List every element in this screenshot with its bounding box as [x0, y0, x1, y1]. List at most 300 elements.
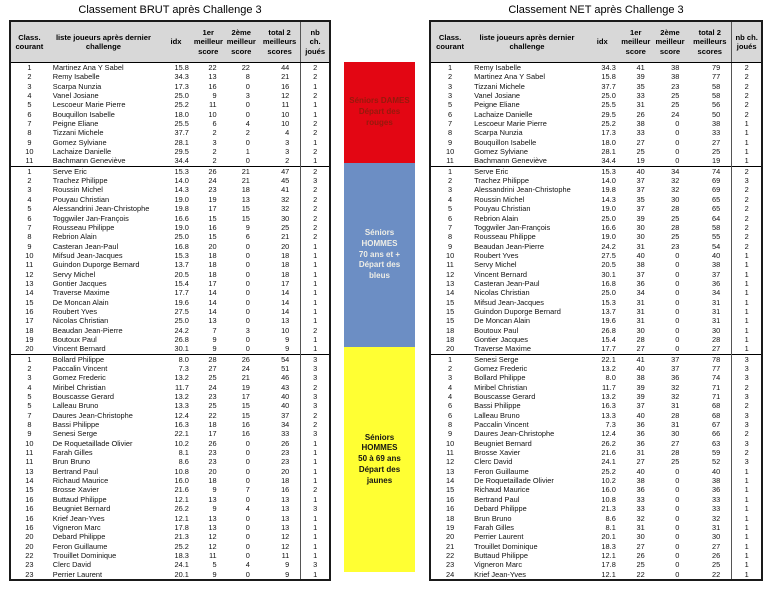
idx-cell: 19.0	[174, 194, 189, 204]
best2-score-cell: 32	[671, 382, 680, 392]
best1-score-cell: 38	[636, 476, 645, 486]
best2-score-cell: 1	[245, 147, 250, 157]
rank-cell: 8	[27, 420, 32, 430]
best1-score-cell: 39	[636, 72, 645, 82]
nb-played-cell: 2	[732, 72, 762, 81]
nb-played-cell: 1	[301, 156, 330, 166]
nb-played-cell: 2	[301, 326, 330, 335]
nb-played-cell: 1	[732, 335, 762, 344]
idx-cell: 25.2	[601, 466, 616, 476]
best1-score-cell: 31	[636, 316, 645, 326]
idx-cell: 18.0	[601, 137, 616, 147]
best2-score-cell: 0	[245, 137, 250, 147]
idx-cell: 25.0	[601, 91, 616, 101]
player-name-cell: Paccalin Vincent	[474, 420, 529, 430]
best2-score-cell: 0	[245, 156, 250, 166]
nb-played-cell: 1	[301, 467, 330, 476]
rank-cell: 16	[445, 494, 455, 504]
total-cell: 11	[281, 550, 290, 560]
best2-score-cell: 0	[245, 541, 250, 551]
nb-played-cell: 2	[732, 214, 762, 223]
player-name-cell: Bouquillon Isabelle	[52, 109, 115, 119]
best1-score-cell: 33	[636, 91, 645, 101]
nb-played-cell: 1	[301, 514, 330, 523]
player-name-cell: Paccalin Vincent	[52, 364, 108, 373]
rank-cell: 14	[25, 476, 34, 486]
player-name-cell: Lachaize Danielle	[474, 109, 533, 119]
best2-score-cell: 25	[671, 457, 680, 467]
ranking-section	[430, 354, 762, 580]
best2-score-cell: 0	[675, 569, 680, 579]
nb-played-cell: 3	[301, 392, 330, 401]
table-row	[10, 223, 330, 232]
table-row	[10, 439, 330, 448]
total-cell: 9	[285, 569, 290, 579]
rank-cell: 15	[445, 297, 455, 307]
total-cell: 25	[712, 147, 721, 157]
player-name-cell: Serve Eric	[474, 166, 509, 176]
idx-cell: 10.2	[174, 438, 189, 448]
best1-score-cell: 23	[208, 185, 217, 195]
idx-cell: 12.1	[174, 513, 189, 523]
player-name-cell: Roubert Yves	[52, 306, 98, 316]
total-cell: 65	[712, 194, 721, 204]
player-name-cell: Rousseau Philippe	[52, 222, 115, 232]
table-row	[10, 344, 330, 354]
nb-played-cell: 2	[732, 100, 762, 109]
nb-played-cell: 1	[732, 128, 762, 137]
best2-score-cell: 0	[245, 306, 250, 316]
total-cell: 38	[712, 476, 721, 486]
nb-played-cell: 2	[732, 401, 762, 410]
best1-score-cell: 28	[208, 354, 217, 364]
nb-played-cell: 1	[732, 476, 762, 485]
total-cell: 14	[281, 297, 290, 307]
total-cell: 30	[281, 213, 290, 223]
best2-score-cell: 31	[671, 401, 680, 411]
idx-cell: 21.3	[601, 504, 616, 514]
player-name-cell: Trachez Philippe	[474, 176, 529, 186]
nb-played-cell: 2	[301, 72, 330, 81]
total-cell: 34	[281, 420, 290, 430]
player-name-cell: Gontier Jacques	[474, 334, 528, 344]
table-row	[10, 298, 330, 307]
table-row	[430, 495, 762, 504]
rank-cell: 20	[25, 541, 34, 551]
idx-cell: 19.8	[601, 185, 616, 195]
rank-cell: 18	[25, 325, 34, 335]
best1-score-cell: 15	[208, 232, 217, 242]
best1-score-cell: 20	[208, 241, 217, 251]
best2-score-cell: 21	[241, 373, 250, 383]
nb-played-cell: 1	[301, 316, 330, 325]
idx-cell: 20.5	[601, 260, 616, 270]
header-row	[10, 21, 330, 63]
nb-played-cell: 1	[732, 542, 762, 551]
total-cell: 40	[281, 392, 290, 402]
idx-cell: 15.8	[174, 63, 189, 72]
best2-score-cell: 0	[675, 316, 680, 326]
best2-score-cell: 0	[245, 448, 250, 458]
player-name-cell: Mifsud Jean-Jacques	[52, 250, 123, 260]
idx-cell: 8.6	[605, 513, 616, 523]
rank-cell: 2	[448, 72, 453, 82]
best2-score-cell: 3	[245, 325, 250, 335]
best1-score-cell: 35	[636, 194, 645, 204]
table-row	[430, 223, 762, 232]
best1-score-cell: 7	[212, 325, 217, 335]
best2-score-cell: 22	[241, 63, 250, 72]
rank-cell: 9	[27, 137, 32, 147]
table-row	[430, 251, 762, 260]
nb-played-cell: 2	[732, 110, 762, 119]
rank-cell: 4	[27, 382, 32, 392]
nb-played-cell: 2	[732, 232, 762, 241]
player-name-cell: Vincent Bernard	[474, 269, 528, 279]
best1-score-cell: 22	[208, 410, 217, 420]
rank-cell: 3	[448, 81, 453, 91]
rank-cell: 8	[27, 232, 32, 242]
table-row	[430, 100, 762, 109]
table-row	[430, 195, 762, 204]
idx-cell: 7.3	[178, 364, 189, 373]
player-name-cell: Lescoeur Marie Pierre	[52, 100, 126, 110]
best1-score-cell: 31	[636, 306, 645, 316]
total-cell: 36	[712, 485, 721, 495]
player-name-cell: Clerc David	[52, 560, 91, 570]
player-name-cell: Beugniet Bernard	[474, 438, 532, 448]
total-cell: 40	[712, 250, 721, 260]
best1-score-cell: 17	[208, 204, 217, 214]
player-name-cell: Pouyau Christian	[474, 204, 531, 214]
nb-played-cell: 2	[301, 91, 330, 100]
nb-played-cell: 1	[732, 288, 762, 297]
idx-cell: 28.1	[601, 147, 616, 157]
best2-score-cell: 7	[245, 485, 250, 495]
rank-cell: 14	[25, 288, 34, 298]
total-cell: 23	[281, 448, 290, 458]
table-row	[430, 138, 762, 147]
nb-played-cell: 1	[301, 307, 330, 316]
idx-cell: 25.2	[174, 541, 189, 551]
best2-score-cell: 28	[671, 448, 680, 458]
idx-cell: 30.1	[601, 269, 616, 279]
table-row	[10, 251, 330, 260]
rank-cell: 1	[448, 354, 453, 364]
rank-cell: 20	[25, 532, 34, 542]
total-cell: 33	[712, 494, 721, 504]
table-row	[430, 279, 762, 288]
best1-score-cell: 39	[636, 213, 645, 223]
category-box-seniors-dames	[344, 62, 415, 163]
idx-cell: 16.6	[174, 213, 189, 223]
best2-score-cell: 31	[671, 420, 680, 430]
total-cell: 46	[281, 373, 290, 383]
idx-cell: 22.1	[601, 354, 616, 364]
table-row	[10, 260, 330, 269]
table-row	[10, 232, 330, 241]
rank-cell: 23	[25, 560, 34, 570]
best1-score-cell: 12	[208, 541, 217, 551]
table-row	[10, 383, 330, 392]
nb-played-cell: 1	[301, 270, 330, 279]
nb-played-cell: 1	[732, 467, 762, 476]
player-name-cell: Pouyau Christian	[52, 194, 110, 204]
idx-cell: 19.6	[601, 316, 616, 326]
idx-cell: 24.1	[174, 560, 189, 570]
table-row	[430, 429, 762, 438]
table-row	[430, 542, 762, 551]
idx-cell: 12.1	[174, 494, 189, 504]
nb-played-cell: 2	[301, 147, 330, 156]
table-row	[10, 279, 330, 288]
table-row	[10, 326, 330, 335]
idx-cell: 37.7	[174, 128, 189, 138]
table-row	[430, 316, 762, 325]
player-name-cell: Perrier Laurent	[474, 532, 524, 542]
best1-score-cell: 3	[212, 137, 217, 147]
total-cell: 78	[712, 354, 721, 364]
nb-played-cell: 2	[301, 232, 330, 241]
table-row	[10, 110, 330, 119]
table-row	[10, 91, 330, 100]
idx-cell: 19.0	[174, 222, 189, 232]
best2-score-cell: 0	[675, 250, 680, 260]
rank-cell: 11	[25, 260, 34, 270]
nb-played-cell: 1	[732, 551, 762, 560]
rank-cell: 2	[27, 72, 32, 82]
player-name-cell: Toggwiler Jan-François	[52, 213, 129, 223]
best2-score-cell: 2	[245, 128, 250, 138]
player-name-cell: Debard Philippe	[52, 532, 106, 542]
idx-cell: 10.8	[174, 466, 189, 476]
total-cell: 33	[281, 429, 290, 439]
rank-cell: 10	[445, 438, 455, 448]
best2-score-cell: 0	[245, 522, 250, 532]
table-row	[10, 138, 330, 147]
best2-score-cell: 0	[675, 137, 680, 147]
total-cell: 27	[712, 344, 721, 354]
best2-score-cell: 38	[671, 72, 680, 82]
rank-cell: 7	[27, 119, 32, 129]
best1-score-cell: 37	[636, 401, 645, 411]
player-name-cell: Alessandrini Jean-Christophe	[52, 204, 150, 214]
rank-cell: 20	[445, 344, 455, 354]
table-row	[10, 128, 330, 137]
player-name-cell: Farah Gilles	[474, 522, 514, 532]
total-cell: 38	[712, 260, 721, 270]
rank-cell: 11	[25, 156, 34, 166]
nb-played-cell: 1	[301, 251, 330, 260]
idx-cell: 28.1	[174, 137, 189, 147]
idx-cell: 10.8	[601, 494, 616, 504]
best2-score-cell: 0	[245, 297, 250, 307]
idx-cell: 24.2	[174, 325, 189, 335]
best2-score-cell: 0	[675, 147, 680, 157]
nb-played-cell: 3	[732, 176, 762, 185]
nb-played-cell: 1	[732, 307, 762, 316]
nb-played-cell: 2	[732, 63, 762, 73]
player-name-cell: Krief Jean-Yves	[474, 569, 526, 579]
player-name-cell: Traverse Maxime	[474, 344, 531, 354]
player-name-cell: Trouillet Dominique	[52, 550, 117, 560]
total-cell: 30	[712, 532, 721, 542]
best1-score-cell: 31	[636, 448, 645, 458]
idx-cell: 18.3	[174, 550, 189, 560]
player-name-cell: Gomez Frederic	[52, 373, 106, 383]
nb-played-cell: 2	[732, 195, 762, 204]
nb-played-cell: 1	[301, 523, 330, 532]
total-cell: 25	[281, 222, 290, 232]
total-cell: 20	[281, 241, 290, 251]
table-row	[430, 457, 762, 466]
idx-cell: 12.1	[601, 569, 616, 579]
table-row	[10, 551, 330, 560]
nb-played-cell: 3	[301, 354, 330, 364]
best2-score-cell: 0	[675, 119, 680, 129]
idx-cell: 20.1	[174, 569, 189, 579]
nb-played-cell: 1	[732, 138, 762, 147]
nb-played-cell: 1	[301, 457, 330, 466]
total-cell: 23	[281, 457, 290, 467]
table-row	[10, 448, 330, 457]
player-name-cell: Servy Michel	[52, 269, 96, 279]
total-cell: 68	[712, 401, 721, 411]
idx-cell: 26.8	[174, 334, 189, 344]
rank-cell: 3	[448, 185, 453, 195]
best2-score-cell: 0	[245, 316, 250, 326]
best2-score-cell: 18	[241, 185, 250, 195]
best1-score-cell: 39	[636, 382, 645, 392]
player-name-cell: Debard Philippe	[474, 504, 527, 514]
best2-score-cell: 0	[245, 457, 250, 467]
player-name-cell: Brosse Xavier	[52, 485, 99, 495]
best1-score-cell: 35	[636, 81, 645, 91]
player-name-cell: Roussin Michel	[52, 185, 103, 195]
best1-score-cell: 2	[212, 156, 217, 166]
nb-played-cell: 1	[732, 514, 762, 523]
idx-cell: 20.1	[601, 532, 616, 542]
best2-score-cell: 23	[671, 81, 680, 91]
table-row	[10, 373, 330, 382]
idx-cell: 10.2	[601, 476, 616, 486]
nb-played-cell: 1	[732, 326, 762, 335]
player-name-cell: Vanel Josiane	[52, 91, 99, 101]
rank-cell: 9	[448, 241, 453, 251]
best1-score-cell: 33	[636, 494, 645, 504]
player-name-cell: Servy Michel	[474, 260, 517, 270]
column-header: 1er meilleur score	[620, 21, 652, 63]
best1-score-cell: 31	[636, 297, 645, 307]
idx-cell: 34.4	[601, 156, 616, 166]
column-header: total 2 meilleurs scores	[688, 21, 731, 63]
table-row	[10, 354, 330, 364]
best2-score-cell: 0	[245, 513, 250, 523]
total-cell: 59	[712, 448, 721, 458]
nb-played-cell: 1	[301, 138, 330, 147]
nb-played-cell: 3	[301, 504, 330, 513]
best1-score-cell: 25	[636, 560, 645, 570]
column-header: 2ème meilleur score	[652, 21, 689, 63]
best1-score-cell: 30	[636, 325, 645, 335]
total-cell: 32	[281, 204, 290, 214]
rank-cell: 11	[25, 448, 34, 458]
nb-played-cell: 1	[732, 251, 762, 260]
player-name-cell: Feron Guillaume	[52, 541, 108, 551]
best2-score-cell: 0	[245, 334, 250, 344]
total-cell: 18	[281, 476, 290, 486]
best2-score-cell: 32	[671, 392, 680, 402]
total-cell: 2	[285, 156, 290, 166]
player-name-cell: Brun Bruno	[52, 457, 91, 467]
best2-score-cell: 30	[671, 194, 680, 204]
rank-cell: 9	[27, 241, 32, 251]
rank-cell: 15	[25, 485, 34, 495]
rank-cell: 15	[445, 316, 455, 326]
idx-cell: 15.8	[601, 72, 616, 82]
nb-played-cell: 2	[732, 166, 762, 176]
total-cell: 58	[712, 81, 721, 91]
table-row	[430, 260, 762, 269]
idx-cell: 16.8	[174, 241, 189, 251]
best1-score-cell: 27	[208, 364, 217, 373]
idx-cell: 25.5	[174, 119, 189, 129]
table-row	[10, 364, 330, 373]
best2-score-cell: 24	[241, 364, 250, 373]
total-cell: 28	[712, 334, 721, 344]
best1-score-cell: 36	[636, 420, 645, 430]
idx-cell: 13.7	[174, 260, 189, 270]
table-row	[10, 214, 330, 223]
table-row	[430, 214, 762, 223]
table-row	[430, 420, 762, 429]
best2-score-cell: 0	[675, 288, 680, 298]
nb-played-cell: 1	[301, 242, 330, 251]
column-header: liste joueurs après dernier challenge	[48, 21, 159, 63]
total-cell: 40	[712, 466, 721, 476]
player-name-cell: Tizzani Michele	[474, 81, 525, 91]
total-cell: 27	[712, 137, 721, 147]
best1-score-cell: 28	[636, 334, 645, 344]
best2-score-cell: 15	[241, 204, 250, 214]
rank-cell: 6	[448, 213, 453, 223]
player-name-cell: Trouillet Dominique	[474, 541, 538, 551]
best1-score-cell: 9	[212, 91, 217, 101]
player-name-cell: Bachmann Geneviève	[474, 156, 547, 166]
best2-score-cell: 0	[675, 297, 680, 307]
best1-score-cell: 25	[208, 373, 217, 383]
total-cell: 79	[712, 63, 721, 72]
best2-score-cell: 0	[675, 466, 680, 476]
player-name-cell: Rebrion Alain	[52, 232, 97, 242]
nb-played-cell: 1	[732, 485, 762, 494]
idx-cell: 11.7	[175, 382, 189, 392]
best2-score-cell: 0	[245, 109, 250, 119]
nb-played-cell: 1	[301, 260, 330, 269]
ranking-section	[10, 166, 330, 354]
idx-cell: 17.3	[601, 128, 616, 138]
player-name-cell: Lescoeur Marie Pierre	[474, 119, 547, 129]
nb-played-cell: 2	[301, 119, 330, 128]
player-name-cell: Guindon Duporge Bernard	[52, 260, 140, 270]
player-name-cell: Roussin Michel	[474, 194, 525, 204]
rank-cell: 4	[448, 392, 453, 402]
idx-cell: 8.1	[178, 448, 189, 458]
player-name-cell: Perrier Laurent	[52, 569, 103, 579]
nb-played-cell: 3	[301, 373, 330, 382]
best2-score-cell: 0	[245, 476, 250, 486]
player-name-cell: Traverse Maxime	[52, 288, 110, 298]
